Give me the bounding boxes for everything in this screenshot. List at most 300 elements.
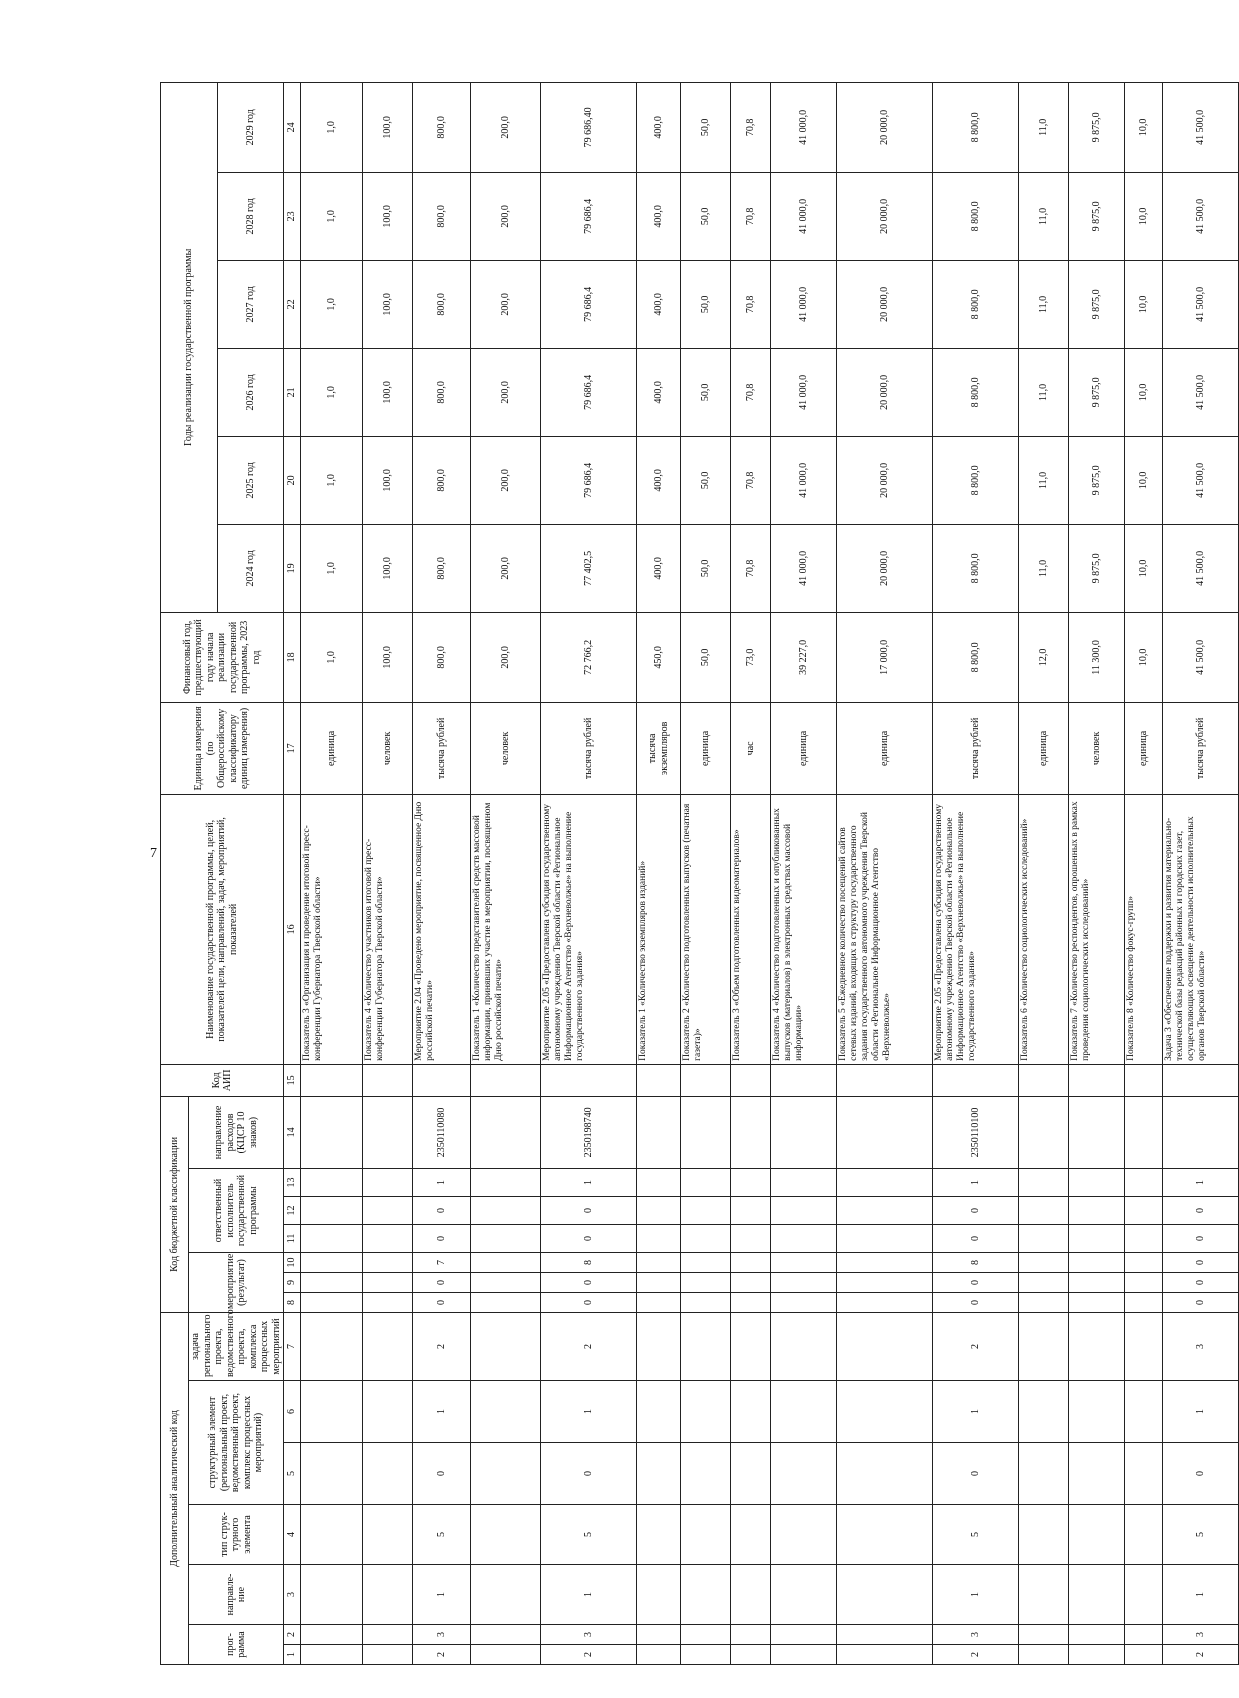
code-cell — [471, 1625, 541, 1645]
code-cell — [471, 1252, 541, 1272]
header-unit-col: Единица измерения (по Общероссийскому классификатору единиц измерения) — [161, 702, 284, 794]
row-year-value: 41 500,0 — [1163, 82, 1239, 172]
code-cell — [681, 1064, 731, 1096]
code-cell: 5 — [933, 1505, 1019, 1565]
row-year-value: 100,0 — [363, 172, 413, 260]
code-cell: 0 — [541, 1272, 637, 1292]
row-name: Показатель 1 «Количество экземпляров изданий» — [637, 794, 681, 1064]
code-cell — [363, 1565, 413, 1625]
code-cell — [637, 1096, 681, 1168]
code-cell — [771, 1272, 837, 1292]
row-unit: единица — [681, 702, 731, 794]
code-cell — [301, 1272, 363, 1292]
row-year-value: 9 875,0 — [1069, 348, 1125, 436]
code-cell — [681, 1443, 731, 1505]
row-year-value: 400,0 — [637, 260, 681, 348]
code-cell — [637, 1292, 681, 1312]
row-fin-year-value: 72 766,2 — [541, 612, 637, 702]
code-cell: 3 — [541, 1625, 637, 1645]
code-cell — [471, 1312, 541, 1380]
code-cell — [301, 1224, 363, 1252]
code-cell — [301, 1505, 363, 1565]
row-year-value: 11,0 — [1019, 172, 1069, 260]
code-cell — [301, 1645, 363, 1665]
code-cell — [1069, 1252, 1125, 1272]
header-event: мероприятие (результат) — [189, 1252, 284, 1312]
row-name: Показатель 7 «Количество респондентов, опрошенных в рамках проведения социологических исследований» — [1069, 794, 1125, 1064]
table-row — [1019, 82, 1069, 1664]
column-number: 2 — [284, 1625, 301, 1645]
code-cell — [837, 1168, 933, 1196]
code-cell — [1125, 1064, 1163, 1096]
column-number: 9 — [284, 1272, 301, 1292]
code-cell — [363, 1272, 413, 1292]
code-cell — [637, 1252, 681, 1272]
header-expense: направление расходов (КЦСР 10 знаков) — [189, 1096, 284, 1168]
row-year-value: 11,0 — [1019, 260, 1069, 348]
row-fin-year-value: 39 227,0 — [771, 612, 837, 702]
header-budget-code: Код бюджетной классификации — [161, 1096, 189, 1312]
code-cell: 8 — [933, 1252, 1019, 1272]
code-cell — [681, 1312, 731, 1380]
row-unit: тысяча рублей — [541, 702, 637, 794]
row-fin-year-value: 800,0 — [413, 612, 471, 702]
row-year-value: 10,0 — [1125, 348, 1163, 436]
code-cell: 0 — [933, 1272, 1019, 1292]
code-cell — [681, 1224, 731, 1252]
table-row — [1125, 82, 1163, 1664]
code-cell — [1019, 1312, 1069, 1380]
table-row — [637, 82, 681, 1664]
header-year-2027: 2027 год — [217, 260, 284, 348]
row-year-value: 1,0 — [301, 260, 363, 348]
row-year-value: 200,0 — [471, 172, 541, 260]
row-unit: единица — [1125, 702, 1163, 794]
code-cell: 3 — [413, 1625, 471, 1645]
code-cell — [637, 1312, 681, 1380]
row-year-value: 100,0 — [363, 260, 413, 348]
column-number: 22 — [284, 260, 301, 348]
row-year-value: 9 875,0 — [1069, 524, 1125, 612]
code-cell — [1069, 1272, 1125, 1292]
code-cell — [1019, 1505, 1069, 1565]
row-year-value: 800,0 — [413, 172, 471, 260]
code-cell — [681, 1096, 731, 1168]
code-cell — [471, 1168, 541, 1196]
row-year-value: 1,0 — [301, 436, 363, 524]
code-cell — [301, 1168, 363, 1196]
code-cell — [1019, 1443, 1069, 1505]
header-direction: направле-ние — [189, 1565, 284, 1625]
row-year-value: 50,0 — [681, 348, 731, 436]
code-cell — [771, 1312, 837, 1380]
code-cell — [837, 1565, 933, 1625]
code-cell: 5 — [413, 1505, 471, 1565]
row-year-value: 20 000,0 — [837, 348, 933, 436]
row-year-value: 8 800,0 — [933, 260, 1019, 348]
code-cell — [1163, 1064, 1239, 1096]
code-cell — [731, 1168, 771, 1196]
code-cell — [637, 1224, 681, 1252]
code-cell — [363, 1292, 413, 1312]
column-number: 10 — [284, 1252, 301, 1272]
row-year-value: 41 500,0 — [1163, 348, 1239, 436]
code-cell: 0 — [413, 1443, 471, 1505]
code-cell — [771, 1625, 837, 1645]
code-cell — [363, 1381, 413, 1443]
row-year-value: 400,0 — [637, 82, 681, 172]
row-name: Показатель 4 «Количество подготовленных и опубликованных выпусков (материалов) в электронных средствах массовой информации» — [771, 794, 837, 1064]
row-name: Задача 3 «Обеспечение поддержки и развития материально-технической базы редакций районных и городских газет, осуществляющих освещение деятельности исполнительных органов Тверской области» — [1163, 794, 1239, 1064]
code-cell — [301, 1252, 363, 1272]
code-cell: 0 — [413, 1272, 471, 1292]
code-cell — [731, 1443, 771, 1505]
code-cell — [363, 1312, 413, 1380]
code-cell — [681, 1381, 731, 1443]
code-cell: 1 — [1163, 1565, 1239, 1625]
code-cell: 0 — [413, 1224, 471, 1252]
code-cell — [731, 1096, 771, 1168]
code-cell: 1 — [413, 1381, 471, 1443]
code-cell — [1069, 1196, 1125, 1224]
code-cell — [637, 1625, 681, 1645]
row-fin-year-value: 17 000,0 — [837, 612, 933, 702]
header-struct-elem: структурный элемент (региональный проект, ведомственный проект, комплекс процессных мероприятий) — [189, 1381, 284, 1505]
row-year-value: 8 800,0 — [933, 524, 1019, 612]
code-cell — [837, 1505, 933, 1565]
code-cell — [363, 1625, 413, 1645]
column-number: 11 — [284, 1224, 301, 1252]
code-cell — [1019, 1096, 1069, 1168]
row-year-value: 41 500,0 — [1163, 524, 1239, 612]
row-name: Мероприятие 2.05 «Предоставлена субсидия государственному автономному учреждению Тверской области «Региональное Информационное Агентство «Верхневолжье» на выполнение государственного задания» — [933, 794, 1019, 1064]
row-unit: единица — [1019, 702, 1069, 794]
row-fin-year-value: 10,0 — [1125, 612, 1163, 702]
row-name: Показатель 6 «Количество социологических исследований» — [1019, 794, 1069, 1064]
code-cell: 1 — [413, 1565, 471, 1625]
row-year-value: 400,0 — [637, 524, 681, 612]
row-fin-year-value: 8 800,0 — [933, 612, 1019, 702]
code-cell: 0 — [413, 1292, 471, 1312]
code-cell: 1 — [413, 1168, 471, 1196]
code-cell — [933, 1064, 1019, 1096]
code-cell: 0 — [1163, 1224, 1239, 1252]
code-cell: 0 — [1163, 1196, 1239, 1224]
code-cell: 2350110080 — [413, 1096, 471, 1168]
header-name-col: Наименование государственной программы, целей, показателей цели, направлений, задач, мероприятий, показателей — [161, 794, 284, 1064]
row-year-value: 11,0 — [1019, 524, 1069, 612]
code-cell: 0 — [933, 1224, 1019, 1252]
column-number: 20 — [284, 436, 301, 524]
code-cell — [301, 1443, 363, 1505]
table-row — [933, 82, 1019, 1664]
code-cell — [1069, 1096, 1125, 1168]
row-year-value: 10,0 — [1125, 436, 1163, 524]
row-unit: человек — [1069, 702, 1125, 794]
code-cell: 3 — [933, 1625, 1019, 1645]
row-year-value: 100,0 — [363, 348, 413, 436]
code-cell — [471, 1443, 541, 1505]
code-cell: 2350110100 — [933, 1096, 1019, 1168]
code-cell — [1125, 1168, 1163, 1196]
code-cell — [731, 1272, 771, 1292]
column-number: 19 — [284, 524, 301, 612]
row-year-value: 800,0 — [413, 524, 471, 612]
code-cell — [363, 1443, 413, 1505]
column-number: 17 — [284, 702, 301, 794]
column-number: 12 — [284, 1196, 301, 1224]
code-cell: 0 — [933, 1196, 1019, 1224]
code-cell — [681, 1292, 731, 1312]
row-year-value: 800,0 — [413, 348, 471, 436]
code-cell — [837, 1443, 933, 1505]
row-year-value: 50,0 — [681, 82, 731, 172]
row-year-value: 70,8 — [731, 524, 771, 612]
table-row — [413, 82, 471, 1664]
code-cell — [771, 1252, 837, 1272]
code-cell — [363, 1096, 413, 1168]
code-cell — [1125, 1312, 1163, 1380]
row-year-value: 50,0 — [681, 524, 731, 612]
code-cell — [301, 1312, 363, 1380]
row-year-value: 200,0 — [471, 348, 541, 436]
row-year-value: 11,0 — [1019, 82, 1069, 172]
row-year-value: 70,8 — [731, 436, 771, 524]
row-name: Мероприятие 2.05 «Предоставлена субсидия государственному автономному учреждению Тверской области «Региональное Информационное Агентство «Верхневолжье» на выполнение государственного задания» — [541, 794, 637, 1064]
row-year-value: 77 402,5 — [541, 524, 637, 612]
row-year-value: 41 000,0 — [771, 348, 837, 436]
column-number: 4 — [284, 1505, 301, 1565]
row-year-value: 41 000,0 — [771, 436, 837, 524]
code-cell: 0 — [1163, 1252, 1239, 1272]
row-year-value: 20 000,0 — [837, 524, 933, 612]
row-year-value: 41 000,0 — [771, 82, 837, 172]
row-name: Показатель 2 «Количество подготовленных выпусков (печатная газета)» — [681, 794, 731, 1064]
code-cell: 5 — [541, 1505, 637, 1565]
code-cell — [1125, 1625, 1163, 1645]
row-year-value: 400,0 — [637, 436, 681, 524]
code-cell — [1019, 1272, 1069, 1292]
column-number: 23 — [284, 172, 301, 260]
code-cell: 7 — [413, 1252, 471, 1272]
code-cell — [1019, 1625, 1069, 1645]
row-year-value: 79 686,4 — [541, 172, 637, 260]
row-year-value: 20 000,0 — [837, 82, 933, 172]
code-cell — [837, 1064, 933, 1096]
code-cell — [731, 1505, 771, 1565]
code-cell — [731, 1565, 771, 1625]
code-cell — [1125, 1381, 1163, 1443]
code-cell — [637, 1505, 681, 1565]
code-cell — [837, 1645, 933, 1665]
row-year-value: 79 686,4 — [541, 436, 637, 524]
row-year-value: 100,0 — [363, 82, 413, 172]
code-cell: 0 — [541, 1224, 637, 1252]
column-number: 21 — [284, 348, 301, 436]
row-unit: человек — [363, 702, 413, 794]
code-cell — [471, 1064, 541, 1096]
row-fin-year-value: 12,0 — [1019, 612, 1069, 702]
code-cell — [1069, 1645, 1125, 1665]
row-name: Показатель 4 «Количество участников итоговой пресс-конференции Губернатора Тверской области» — [363, 794, 413, 1064]
header-aip-code: Код АИП — [161, 1064, 284, 1096]
code-cell — [1069, 1505, 1125, 1565]
code-cell — [301, 1381, 363, 1443]
code-cell — [771, 1505, 837, 1565]
code-cell — [1125, 1272, 1163, 1292]
code-cell — [771, 1381, 837, 1443]
row-year-value: 70,8 — [731, 82, 771, 172]
code-cell — [681, 1168, 731, 1196]
code-cell — [837, 1196, 933, 1224]
column-number: 15 — [284, 1064, 301, 1096]
row-year-value: 9 875,0 — [1069, 436, 1125, 524]
code-cell — [637, 1381, 681, 1443]
column-number: 6 — [284, 1381, 301, 1443]
row-year-value: 11,0 — [1019, 348, 1069, 436]
header-prog: прог-рамма — [189, 1625, 284, 1665]
row-year-value: 79 686,40 — [541, 82, 637, 172]
row-year-value: 20 000,0 — [837, 172, 933, 260]
header-year-2026: 2026 год — [217, 348, 284, 436]
row-year-value: 10,0 — [1125, 172, 1163, 260]
code-cell — [731, 1645, 771, 1665]
row-year-value: 400,0 — [637, 172, 681, 260]
code-cell — [837, 1381, 933, 1443]
code-cell — [1125, 1224, 1163, 1252]
row-year-value: 1,0 — [301, 348, 363, 436]
code-cell — [731, 1312, 771, 1380]
row-fin-year-value: 100,0 — [363, 612, 413, 702]
header-year-2028: 2028 год — [217, 172, 284, 260]
row-unit: человек — [471, 702, 541, 794]
row-year-value: 41 500,0 — [1163, 172, 1239, 260]
column-number: 5 — [284, 1443, 301, 1505]
code-cell — [301, 1064, 363, 1096]
code-cell: 0 — [933, 1443, 1019, 1505]
row-year-value: 20 000,0 — [837, 436, 933, 524]
code-cell: 1 — [1163, 1168, 1239, 1196]
rotated-table-container — [160, 85, 1207, 1665]
program-table — [160, 82, 1239, 1665]
code-cell: 0 — [413, 1196, 471, 1224]
code-cell: 2 — [413, 1645, 471, 1665]
code-cell — [1125, 1252, 1163, 1272]
code-cell — [1019, 1196, 1069, 1224]
code-cell — [837, 1272, 933, 1292]
code-cell — [1019, 1645, 1069, 1665]
code-cell — [681, 1645, 731, 1665]
code-cell: 0 — [1163, 1292, 1239, 1312]
code-cell — [837, 1312, 933, 1380]
code-cell — [637, 1645, 681, 1665]
row-unit: тысяча рублей — [413, 702, 471, 794]
code-cell — [681, 1565, 731, 1625]
row-year-value: 200,0 — [471, 436, 541, 524]
table-row — [363, 82, 413, 1664]
code-cell — [1125, 1565, 1163, 1625]
code-cell — [731, 1292, 771, 1312]
row-unit: тысяча рублей — [1163, 702, 1239, 794]
code-cell — [637, 1565, 681, 1625]
code-cell — [1125, 1196, 1163, 1224]
header-year-2024: 2024 год — [217, 524, 284, 612]
code-cell: 2 — [933, 1645, 1019, 1665]
row-year-value: 20 000,0 — [837, 260, 933, 348]
row-unit: час — [731, 702, 771, 794]
code-cell — [1125, 1443, 1163, 1505]
code-cell: 2 — [541, 1312, 637, 1380]
code-cell — [771, 1168, 837, 1196]
code-cell — [681, 1625, 731, 1645]
column-number: 24 — [284, 82, 301, 172]
code-cell — [771, 1196, 837, 1224]
code-cell — [301, 1565, 363, 1625]
column-number: 16 — [284, 794, 301, 1064]
code-cell — [301, 1096, 363, 1168]
column-number: 3 — [284, 1565, 301, 1625]
code-cell — [637, 1168, 681, 1196]
column-number: 18 — [284, 612, 301, 702]
code-cell — [681, 1272, 731, 1292]
row-name: Мероприятие 2.04 «Проведено мероприятие, посвященное Дню российской печати» — [413, 794, 471, 1064]
code-cell: 0 — [541, 1196, 637, 1224]
code-cell: 0 — [1163, 1272, 1239, 1292]
code-cell — [471, 1381, 541, 1443]
code-cell — [1069, 1443, 1125, 1505]
code-cell — [837, 1625, 933, 1645]
row-year-value: 79 686,4 — [541, 260, 637, 348]
code-cell — [1125, 1096, 1163, 1168]
code-cell — [1069, 1312, 1125, 1380]
header-fin-year-col: Финансовый год, предшествующий году начала реализации государственной программы, 2023 год — [161, 612, 284, 702]
code-cell — [471, 1224, 541, 1252]
column-number: 8 — [284, 1292, 301, 1312]
row-unit: единица — [771, 702, 837, 794]
code-cell — [363, 1196, 413, 1224]
code-cell: 5 — [1163, 1505, 1239, 1565]
code-cell — [1125, 1292, 1163, 1312]
code-cell — [363, 1224, 413, 1252]
code-cell — [771, 1224, 837, 1252]
header-struct-type: тип струк-турного элемента — [189, 1505, 284, 1565]
code-cell — [363, 1168, 413, 1196]
row-year-value: 100,0 — [363, 524, 413, 612]
column-number: 1 — [284, 1645, 301, 1665]
row-unit: единица — [301, 702, 363, 794]
code-cell — [637, 1272, 681, 1292]
row-year-value: 1,0 — [301, 524, 363, 612]
row-name: Показатель 1 «Количество представителей средств массовой информации, принявших участие в мероприятии, посвященном Дню российской печати» — [471, 794, 541, 1064]
row-year-value: 1,0 — [301, 172, 363, 260]
row-year-value: 10,0 — [1125, 524, 1163, 612]
row-year-value: 400,0 — [637, 348, 681, 436]
table-row — [541, 82, 637, 1664]
code-cell — [1019, 1292, 1069, 1312]
code-cell — [1019, 1224, 1069, 1252]
row-year-value: 800,0 — [413, 436, 471, 524]
code-cell: 1 — [1163, 1381, 1239, 1443]
code-cell: 0 — [541, 1292, 637, 1312]
code-cell: 0 — [1163, 1443, 1239, 1505]
code-cell: 2 — [541, 1645, 637, 1665]
header-year-2029: 2029 год — [217, 82, 284, 172]
code-cell — [301, 1292, 363, 1312]
code-cell — [1125, 1505, 1163, 1565]
page-number: 7 — [150, 846, 157, 861]
row-unit: тысяча экземпляров — [637, 702, 681, 794]
column-number: 14 — [284, 1096, 301, 1168]
